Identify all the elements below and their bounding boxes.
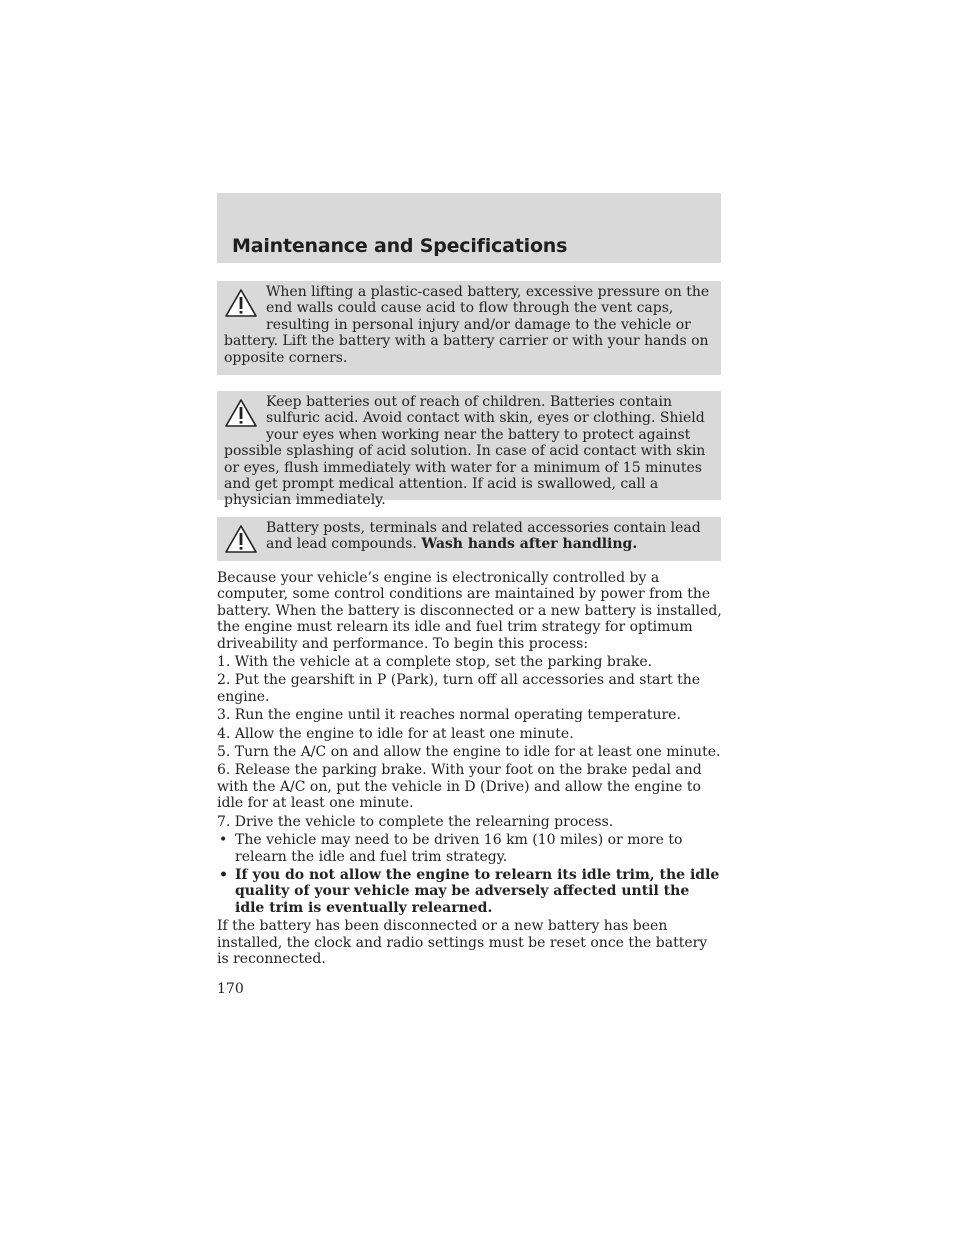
section-title: Maintenance and Specifications — [232, 235, 568, 257]
warning-box-lifting — [217, 281, 721, 375]
bullet-symbol: • — [219, 832, 228, 849]
bullet-text: If you do not allow the engine to relearn its idle trim, the idle quality of your vehicle may be adversely affected until the idle trim is eventually relearned. — [235, 866, 720, 916]
intro-paragraph: Because your vehicle’s engine is electronically controlled by a computer, some control conditions are maintained by power from the battery. When the battery is disconnected or a new battery is installed, the engine must relearn its idle and fuel trim strategy for optimum driveability and performance. To begin this process: — [217, 570, 722, 652]
warning-triangle-icon — [224, 524, 258, 554]
warning-box-lead — [217, 517, 721, 561]
step-item: 7. Drive the vehicle to complete the relearning process. — [217, 813, 614, 830]
bullet-symbol: • — [219, 866, 228, 883]
step-item: 1. With the vehicle at a complete stop, set the parking brake. — [217, 654, 653, 671]
step-item: 3. Run the engine until it reaches normal operating temperature. — [217, 707, 681, 724]
warning-triangle-icon — [224, 288, 258, 318]
warning-box-children — [217, 391, 721, 509]
step-item: 2. Put the gearshift in P (Park), turn off all accessories and start the engine. — [217, 672, 701, 705]
closing-paragraph: If the battery has been disconnected or a new battery has been installed, the clock and radio settings must be reset once the battery is reconnected. — [217, 918, 708, 967]
bullet-text: The vehicle may need to be driven 16 km (10 miles) or more to relearn the idle and fuel trim strategy. — [235, 832, 683, 865]
section-header — [217, 193, 721, 263]
warning-text: When lifting a plastic-cased battery, excessive pressure on the end walls could cause acid to flow through the vent caps, resulting in personal injury and/or damage to the vehicle or battery. Lift the battery with a battery carrier or with your hands on opposite corners. — [224, 284, 710, 366]
warning-triangle-icon — [224, 398, 258, 428]
bullet-item — [217, 867, 723, 916]
step-item: 4. Allow the engine to idle for at least one minute. — [217, 725, 574, 742]
step-item: 6. Release the parking brake. With your foot on the brake pedal and with the A/C on, put the vehicle in D (Drive) and allow the engine to idle for at least one minute. — [217, 762, 702, 812]
warning-text — [224, 520, 715, 553]
warning-text-regular: Battery posts, terminals and related accessories contain lead and lead compounds. — [266, 520, 701, 553]
bullet-item — [217, 832, 723, 865]
body-text — [217, 570, 723, 969]
warning-text: Keep batteries out of reach of children. Batteries contain sulfuric acid. Avoid contact with skin, eyes or clothing. Shield your eyes when working near the battery to protect against possible splashing of acid solution. In case of acid contact with skin or eyes, flush immediately with water for a minimum of 15 minutes and get prompt medical attention. If acid is swallowed, call a physician immediately. — [224, 394, 706, 509]
step-item: 5. Turn the A/C on and allow the engine to idle for at least one minute. — [217, 744, 721, 761]
warning-text-bold: Wash hands after handling. — [421, 536, 638, 553]
page-number: 170 — [217, 981, 244, 997]
